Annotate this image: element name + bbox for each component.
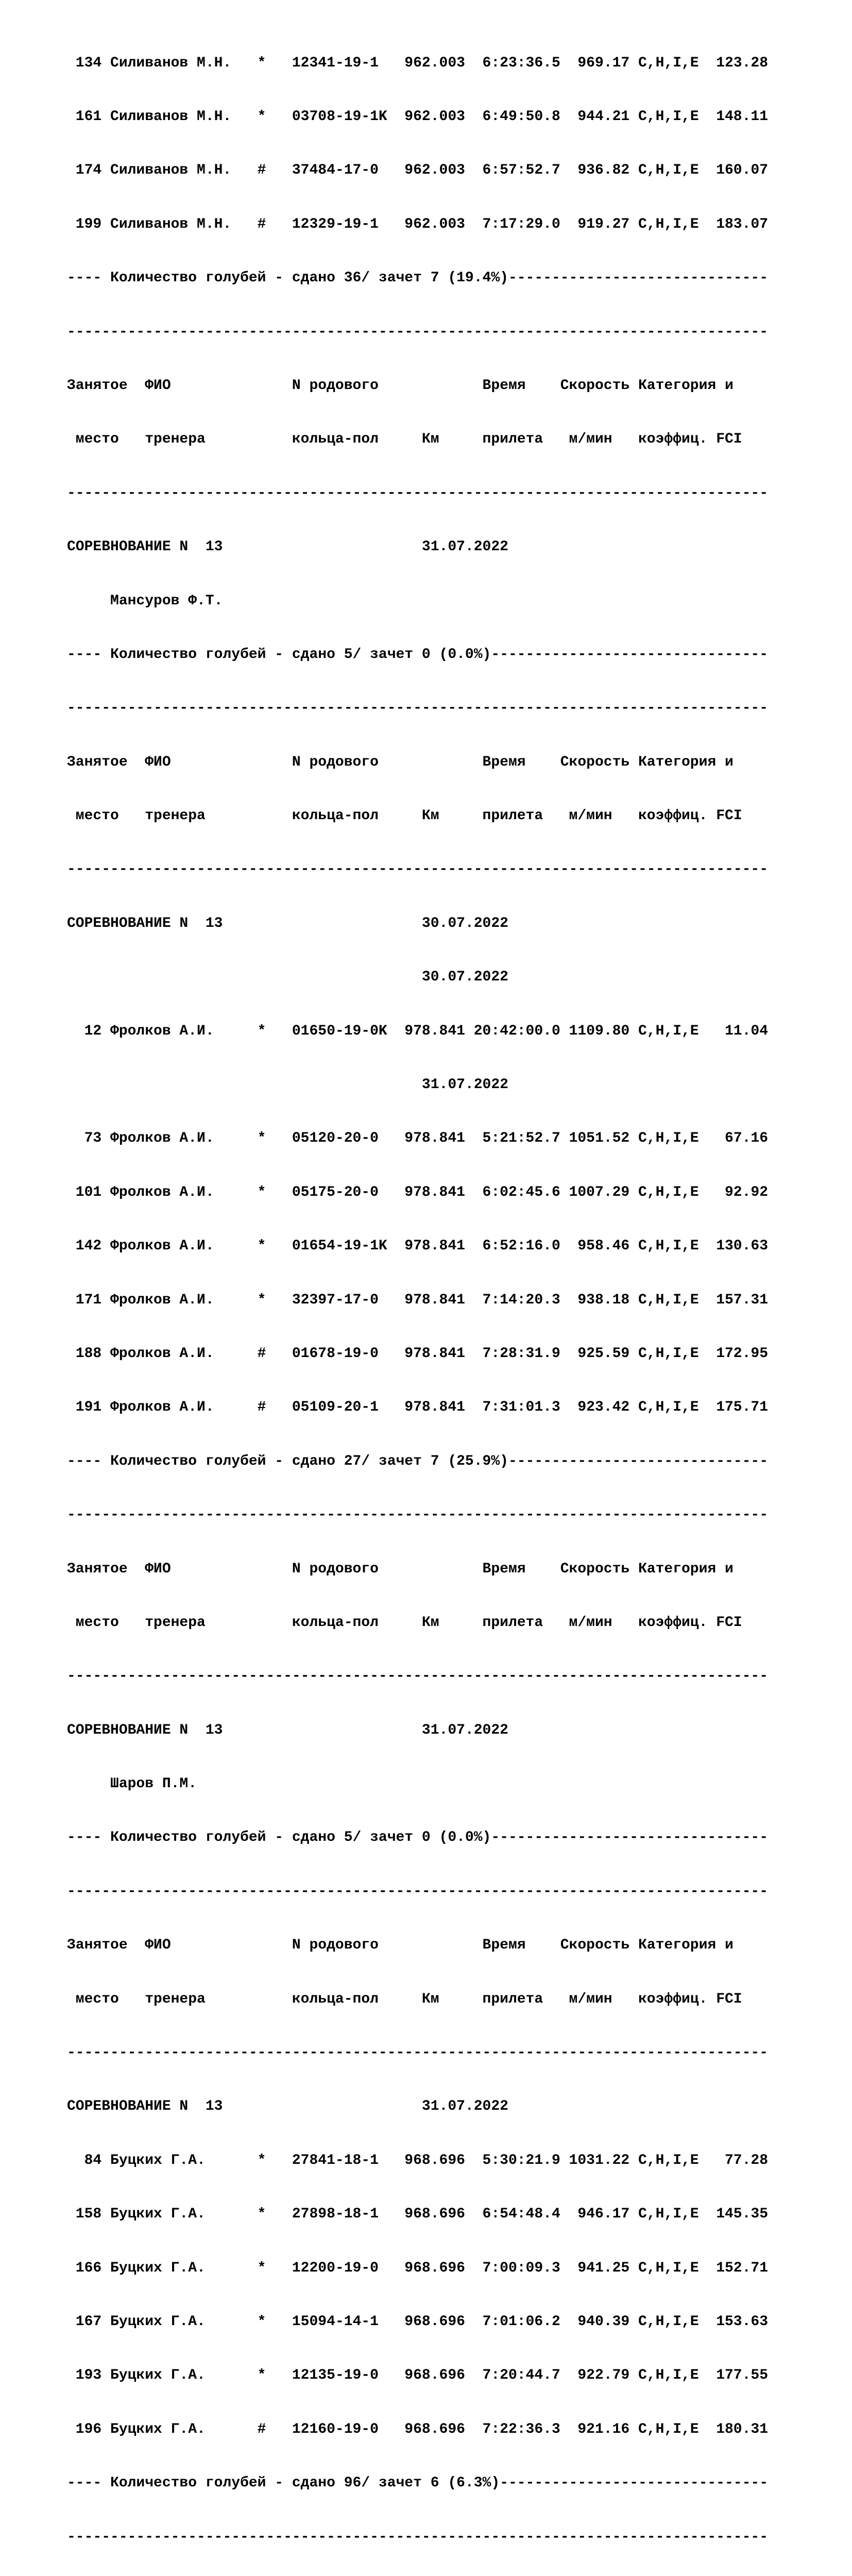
summary-line: ---- Количество голубей - сдано 27/ зачет 7 (25.9%)------------------------------	[67, 1453, 769, 1469]
result-row: 191 Фролков А.И. # 05109-20-1 978.841 7:31:01.3 923.42 C,H,I,E 175.71	[67, 1399, 769, 1416]
result-row: 101 Фролков А.И. * 05175-20-0 978.841 6:02:45.6 1007.29 C,H,I,E 92.92	[67, 1184, 769, 1200]
result-row: 166 Буцких Г.А. * 12200-19-0 968.696 7:00:09.3 941.25 C,H,I,E 152.71	[67, 2260, 769, 2276]
column-header-line-2: место тренера кольца-пол Км прилета м/мин коэффиц. FCI	[67, 808, 742, 824]
result-row: 134 Силиванов М.Н. * 12341-19-1 962.003 6:23:36.5 969.17 C,H,I,E 123.28	[67, 55, 769, 71]
separator-line: ---------------------------------------------------------------------------------	[67, 1668, 769, 1685]
result-row: 199 Силиванов М.Н. # 12329-19-1 962.003 7:17:29.0 919.27 C,H,I,E 183.07	[67, 216, 769, 232]
column-header-line-1: Занятое ФИО N родового Время Скорость Категория и	[67, 1561, 734, 1577]
separator-line: ---------------------------------------------------------------------------------	[67, 1507, 769, 1523]
competition-header: СОРЕВНОВАНИЕ N 13 31.07.2022	[67, 539, 508, 555]
result-row: 188 Фролков А.И. # 01678-19-0 978.841 7:28:31.9 925.59 C,H,I,E 172.95	[67, 1345, 769, 1362]
result-row: 196 Буцких Г.А. # 12160-19-0 968.696 7:22:36.3 921.16 C,H,I,E 180.31	[67, 2421, 769, 2437]
separator-line: ---------------------------------------------------------------------------------	[67, 861, 769, 878]
separator-line: ---------------------------------------------------------------------------------	[67, 1883, 769, 1900]
result-row: 142 Фролков А.И. * 01654-19-1K 978.841 6:52:16.0 958.46 C,H,I,E 130.63	[67, 1238, 769, 1255]
result-row: 167 Буцких Г.А. * 15094-14-1 968.696 7:01:06.2 940.39 C,H,I,E 153.63	[67, 2314, 769, 2330]
column-header-line-2: место тренера кольца-пол Км прилета м/мин коэффиц. FCI	[67, 1614, 742, 1631]
column-header-line-2: место тренера кольца-пол Км прилета м/мин коэффиц. FCI	[67, 431, 742, 448]
competition-header: СОРЕВНОВАНИЕ N 13 30.07.2022	[67, 915, 508, 931]
separator-line: ---------------------------------------------------------------------------------	[67, 485, 769, 501]
competition-header: СОРЕВНОВАНИЕ N 13 31.07.2022	[67, 2098, 508, 2115]
summary-line: ---- Количество голубей - сдано 5/ зачет 0 (0.0%)--------------------------------	[67, 1829, 769, 1846]
summary-line: ---- Количество голубей - сдано 5/ зачет 0 (0.0%)--------------------------------	[67, 646, 769, 663]
column-header-line-1: Занятое ФИО N родового Время Скорость Категория и	[67, 754, 734, 770]
summary-line: ---- Количество голубей - сдано 36/ зачет 7 (19.4%)------------------------------	[67, 270, 769, 286]
competition-header: СОРЕВНОВАНИЕ N 13 31.07.2022	[67, 1722, 508, 1738]
result-row: 174 Силиванов М.Н. # 37484-17-0 962.003 6:57:52.7 936.82 C,H,I,E 160.07	[67, 162, 769, 179]
results-document	[67, 19, 768, 2576]
result-row: 158 Буцких Г.А. * 27898-18-1 968.696 6:54:48.4 946.17 C,H,I,E 145.35	[67, 2206, 769, 2223]
column-header-line-1: Занятое ФИО N родового Время Скорость Категория и	[67, 1937, 734, 1954]
result-row: 161 Силиванов М.Н. * 03708-19-1K 962.003 6:49:50.8 944.21 C,H,I,E 148.11	[67, 108, 769, 125]
separator-line: ---------------------------------------------------------------------------------	[67, 2045, 769, 2061]
result-row: 12 Фролков А.И. * 01650-19-0K 978.841 20:42:00.0 1109.80 C,H,I,E 11.04	[67, 1023, 769, 1039]
column-header-line-1: Занятое ФИО N родового Время Скорость Категория и	[67, 377, 734, 394]
trainer-name: Мансуров Ф.Т.	[67, 592, 223, 609]
date-line: 30.07.2022	[67, 969, 508, 986]
result-row: 193 Буцких Г.А. * 12135-19-0 968.696 7:20:44.7 922.79 C,H,I,E 177.55	[67, 2367, 769, 2384]
separator-line: ---------------------------------------------------------------------------------	[67, 2529, 769, 2545]
result-row: 73 Фролков А.И. * 05120-20-0 978.841 5:21:52.7 1051.52 C,H,I,E 67.16	[67, 1130, 769, 1147]
trainer-name: Шаров П.М.	[67, 1776, 197, 1792]
separator-line: ---------------------------------------------------------------------------------	[67, 324, 769, 340]
summary-line: ---- Количество голубей - сдано 96/ зачет 6 (6.3%)-------------------------------	[67, 2475, 769, 2492]
column-header-line-2: место тренера кольца-пол Км прилета м/мин коэффиц. FCI	[67, 1991, 742, 2007]
result-row: 84 Буцких Г.А. * 27841-18-1 968.696 5:30:21.9 1031.22 C,H,I,E 77.28	[67, 2152, 769, 2168]
date-line: 31.07.2022	[67, 1077, 508, 1093]
separator-line: ---------------------------------------------------------------------------------	[67, 700, 769, 717]
result-row: 171 Фролков А.И. * 32397-17-0 978.841 7:14:20.3 938.18 C,H,I,E 157.31	[67, 1292, 769, 1308]
